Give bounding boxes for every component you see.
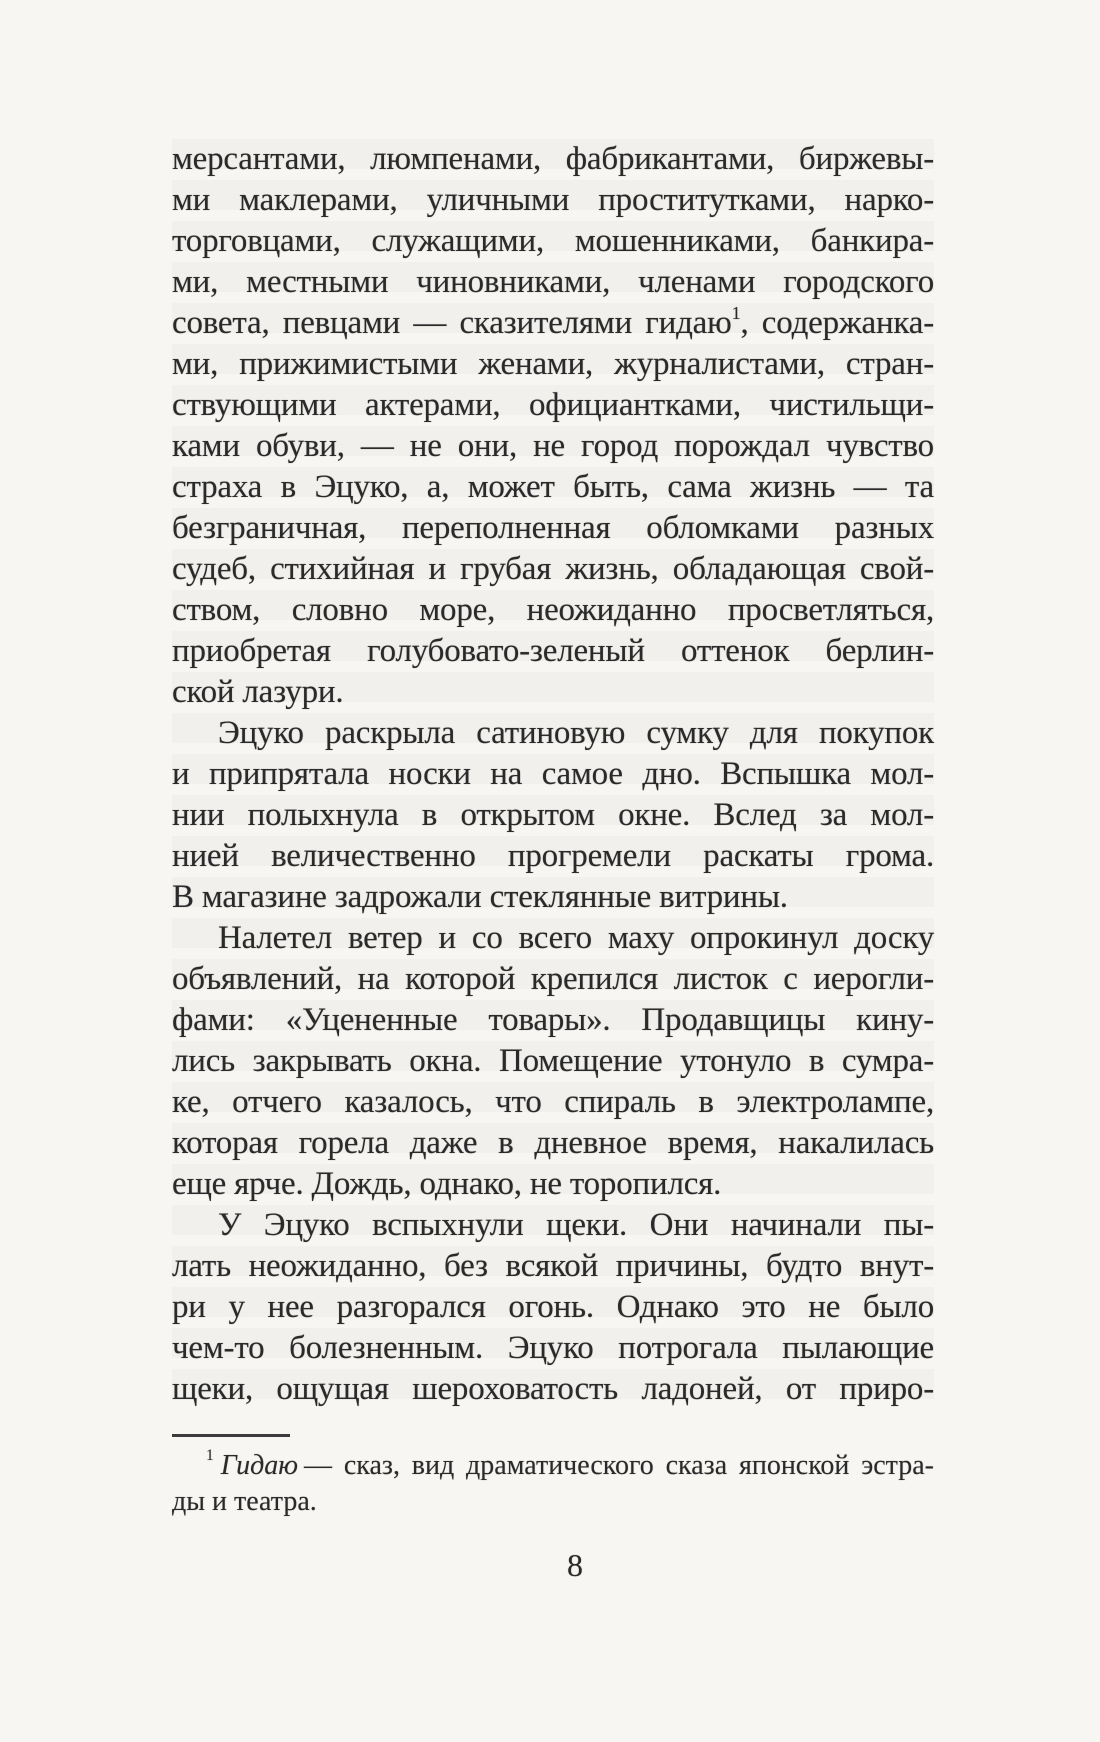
footnote-divider: [172, 1434, 290, 1437]
text-line: лать неожиданно, без всякой причины, будто внут-: [172, 1248, 934, 1284]
text-line: ствующими актерами, официантками, чистильщи-: [172, 387, 934, 423]
text-line: объявлений, на которой крепился листок с иерогли-: [172, 961, 934, 997]
text-line: ри у нее разгорался огонь. Однако это не было: [172, 1289, 934, 1325]
text-line: У Эцуко вспыхнули щеки. Они начинали пы-: [218, 1207, 934, 1243]
footnote-marker: 1: [206, 1447, 214, 1464]
text-line: нии полыхнула в открытом окне. Вслед за мол-: [172, 797, 934, 833]
text-line: [172, 303, 934, 344]
text-line: лись закрывать окна. Помещение утонуло в сумра-: [172, 1043, 934, 1079]
text-line: Налетел ветер и со всего маху опрокинул доску: [218, 920, 934, 956]
text-segment: совета, певцами — сказителями гидаю: [172, 305, 732, 341]
text-line: В магазине задрожали стеклянные витрины.: [172, 879, 788, 915]
footnote-line: [172, 1448, 934, 1484]
text-line: страха в Эцуко, а, может быть, сама жизнь — та: [172, 469, 934, 505]
page-number: 8: [567, 1547, 583, 1583]
text-line: судеб, стихийная и грубая жизнь, обладающая свой-: [172, 551, 934, 587]
text-line: безграничная, переполненная обломками разных: [172, 510, 934, 546]
paragraph: [172, 139, 934, 713]
text-line: щеки, ощущая шероховатость ладоней, от приро-: [172, 1371, 934, 1407]
paragraph: [172, 1205, 934, 1410]
paragraph: [172, 713, 934, 918]
footnote: [172, 1434, 934, 1520]
text-line: ми маклерами, уличными проститутками, нарко-: [172, 182, 934, 218]
text-line: ками обуви, — не они, не город порождал чувство: [172, 428, 934, 464]
text-line: приобретая голубовато-зеленый оттенок берлин-: [172, 633, 934, 669]
text-line: и припрятала носки на самое дно. Вспышка мол-: [172, 756, 934, 792]
footnote-term: Гидаю: [220, 1450, 299, 1481]
text-line: ми, прижимистыми женами, журналистами, стран-: [172, 346, 934, 382]
text-segment: , содержанка-: [740, 305, 934, 341]
text-line: чем-то болезненным. Эцуко потрогала пылающие: [172, 1330, 934, 1366]
footnote-text: — сказ, вид драматического сказа японской эстра-: [304, 1450, 934, 1481]
text-line: торговцами, служащими, мошенниками, банкира-: [172, 223, 934, 259]
text-line: нией величественно прогремели раскаты грома.: [172, 838, 934, 874]
text-line: фами: «Уцененные товары». Продавщицы кину-: [172, 1002, 934, 1038]
text-line: ской лазури.: [172, 674, 344, 710]
text-line: мерсантами, люмпенами, фабрикантами, биржевы-: [172, 141, 934, 177]
text-line: которая горела даже в дневное время, накалилась: [172, 1125, 934, 1161]
footnote-line: ды и театра.: [172, 1486, 317, 1517]
footnote-reference: 1: [731, 303, 741, 323]
text-line: Эцуко раскрыла сатиновую сумку для покупок: [218, 715, 934, 751]
main-text: [172, 139, 934, 1410]
text-line: ством, словно море, неожиданно просветляться,: [172, 592, 934, 628]
text-line: ми, местными чиновниками, членами городского: [172, 264, 934, 300]
text-line: ке, отчего казалось, что спираль в электролампе,: [172, 1084, 934, 1120]
text-line: еще ярче. Дождь, однако, не торопился.: [172, 1166, 722, 1202]
paragraph: [172, 918, 934, 1205]
